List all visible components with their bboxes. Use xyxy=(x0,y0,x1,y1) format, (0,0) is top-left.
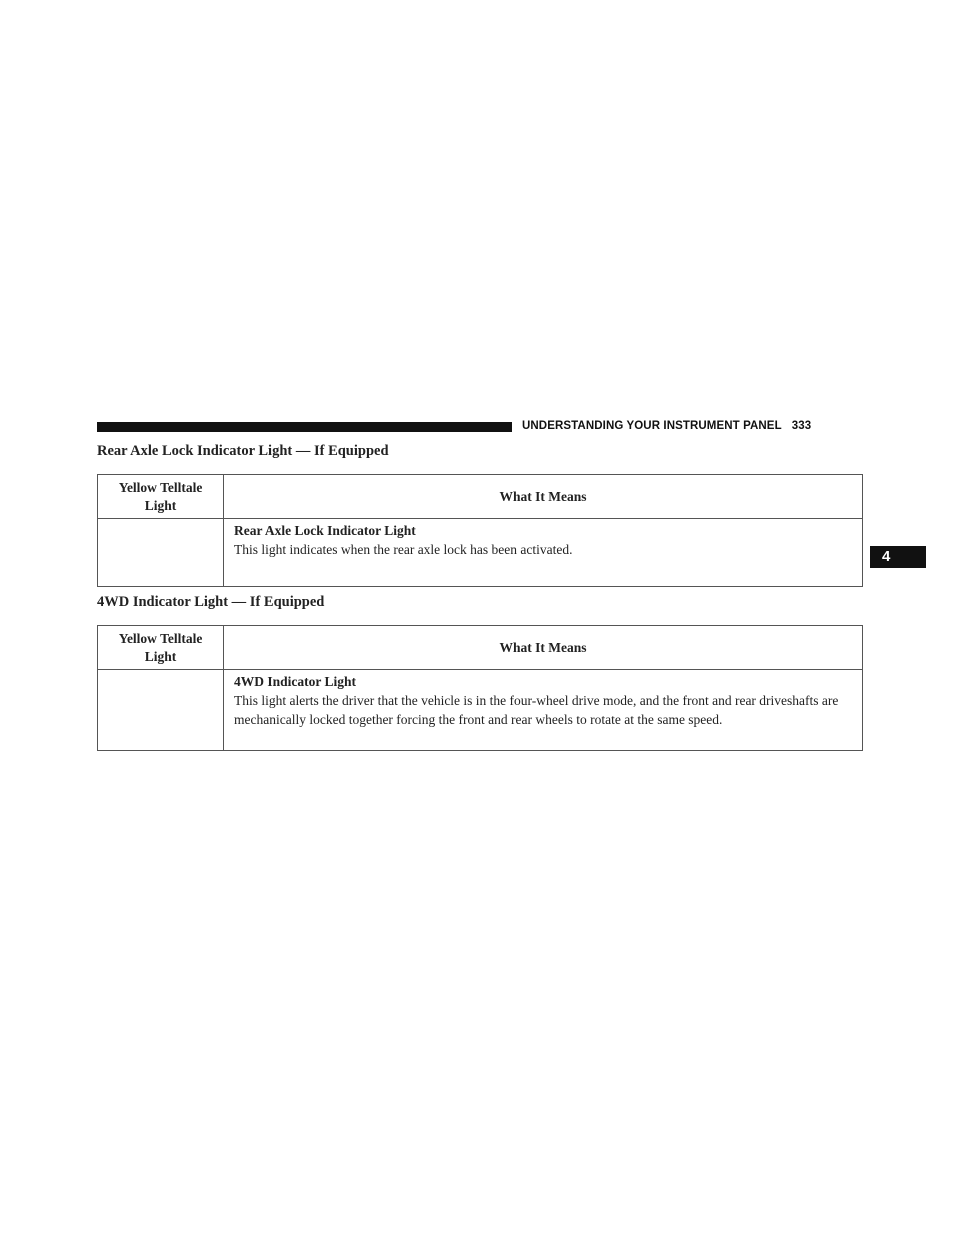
col-header-telltale-line1: Yellow Telltale xyxy=(118,630,203,646)
table-row xyxy=(98,519,863,587)
telltale-icon-cell xyxy=(98,670,224,751)
col-header-telltale xyxy=(98,475,224,519)
col-header-telltale-line1: Yellow Telltale xyxy=(118,479,203,495)
section-title-4wd: 4WD Indicator Light — If Equipped xyxy=(97,594,325,610)
indicator-description: This light alerts the driver that the vehicle is in the four-wheel drive mode, and the front and rear driveshafts are mechanically locked together forcing the front and rear wheels to rotate at the same speed. xyxy=(234,693,839,727)
section-title-rear-axle-lock: Rear Axle Lock Indicator Light — If Equipped xyxy=(97,443,389,459)
col-header-telltale-line2: Light xyxy=(144,648,177,664)
header-section-title: UNDERSTANDING YOUR INSTRUMENT PANEL xyxy=(522,420,782,432)
table-row xyxy=(98,670,863,751)
telltale-icon-cell xyxy=(98,519,224,587)
table-header-row xyxy=(98,475,863,519)
running-header xyxy=(522,420,811,432)
header-rule xyxy=(97,422,512,432)
indicator-description: This light indicates when the rear axle lock has been activated. xyxy=(234,542,573,557)
col-header-meaning: What It Means xyxy=(224,475,863,519)
col-header-meaning: What It Means xyxy=(224,626,863,670)
page-number: 333 xyxy=(791,420,812,432)
indicator-title: Rear Axle Lock Indicator Light xyxy=(234,523,416,538)
col-header-telltale xyxy=(98,626,224,670)
col-header-telltale-line2: Light xyxy=(144,497,177,513)
table-header-row xyxy=(98,626,863,670)
meaning-cell xyxy=(224,670,863,751)
rear-axle-lock-table xyxy=(97,474,863,587)
chapter-tab: 4 xyxy=(870,546,926,568)
4wd-indicator-table xyxy=(97,625,863,751)
indicator-title: 4WD Indicator Light xyxy=(234,674,357,689)
meaning-cell xyxy=(224,519,863,587)
